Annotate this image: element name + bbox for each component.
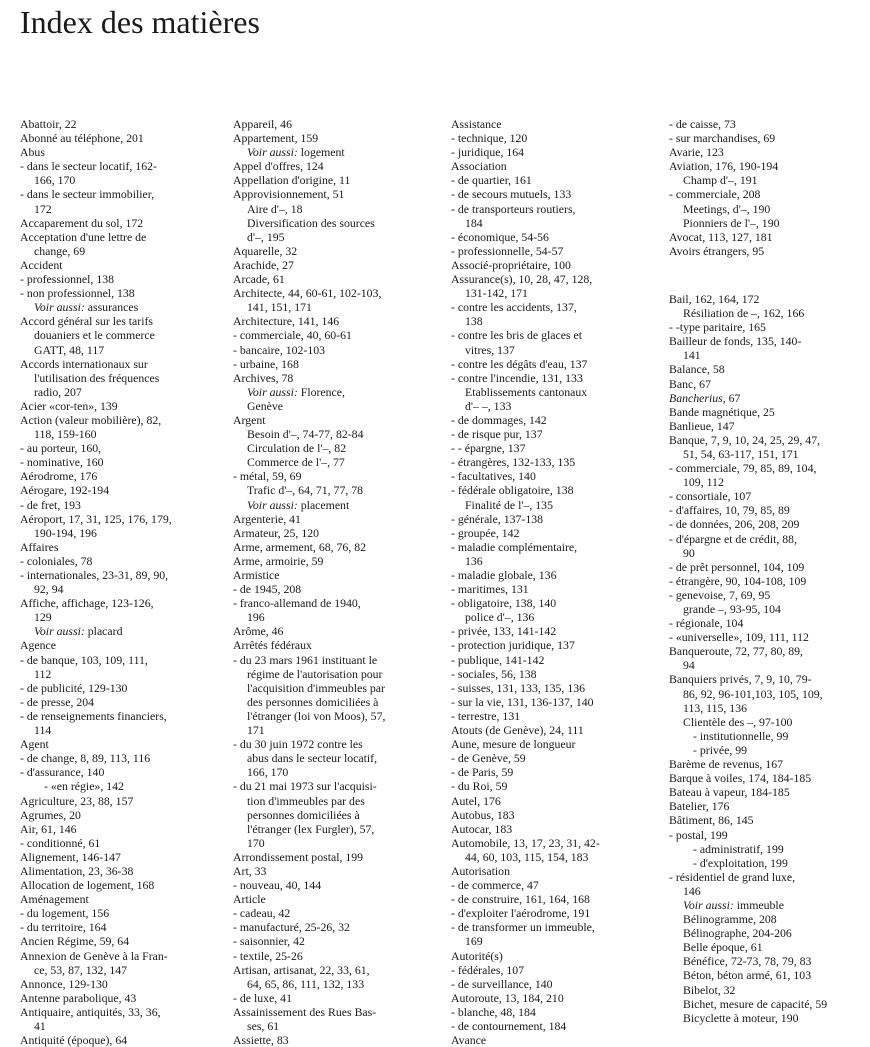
index-entry: Trafic d'–, 64, 71, 77, 78 — [247, 483, 364, 498]
index-entry: Bande magnétique, 25 — [669, 404, 775, 419]
index-entry: l'étranger (lex Furgler), 57, — [247, 821, 375, 836]
index-entry: 184 — [465, 215, 483, 230]
index-entry: Accident — [20, 257, 63, 272]
index-column-2 — [233, 117, 433, 1047]
index-entry-text: immeuble — [733, 897, 784, 912]
index-entry: - économique, 54-56 — [451, 229, 549, 244]
index-entry-italic: Voir aussi: — [247, 497, 298, 512]
index-entry: - manufacturé, 25-26, 32 — [233, 920, 350, 935]
index-entry: Bâtiment, 86, 145 — [669, 813, 754, 828]
index-entry: - de prêt personnel, 104, 109 — [669, 559, 805, 574]
index-entry: 94 — [683, 658, 695, 673]
index-entry: - nouveau, 40, 144 — [233, 878, 322, 893]
index-entry: Accaparement du sol, 172 — [20, 215, 144, 230]
index-entry: vitres, 137 — [465, 342, 515, 357]
index-entry: Action (valeur mobilière), 82, — [20, 412, 162, 427]
index-entry: - de 1945, 208 — [233, 582, 302, 597]
index-entry: - contre les accidents, 137, — [451, 300, 577, 315]
index-entry: - de surveillance, 140 — [451, 976, 553, 991]
index-entry: 92, 94 — [34, 582, 64, 597]
index-entry: 146 — [683, 883, 701, 898]
index-entry: - de fret, 193 — [20, 497, 81, 512]
index-entry: Arachide, 27 — [233, 257, 294, 272]
index-entry: 190-194, 196 — [34, 525, 97, 540]
index-entry-text: logement — [297, 145, 345, 160]
index-entry: Assiette, 83 — [233, 1033, 289, 1047]
index-entry: - étrangères, 132-133, 135 — [451, 455, 576, 470]
index-entry: - du 23 mars 1961 instituant le — [233, 652, 378, 667]
index-entry: Champ d'–, 191 — [683, 173, 758, 188]
index-entry: Commerce de l'–, 77 — [247, 455, 345, 470]
index-entry: Architecte, 44, 60-61, 102-103, — [233, 286, 382, 301]
index-entry: GATT, 48, 117 — [34, 342, 105, 357]
index-entry: Bibelot, 32 — [683, 982, 736, 997]
index-entry: Bichet, mesure de capacité, 59 — [683, 996, 828, 1011]
index-entry: - d'épargne et de crédit, 88, — [669, 531, 798, 546]
index-entry: - obligatoire, 138, 140 — [451, 596, 557, 611]
index-entry: Autel, 176 — [451, 793, 501, 808]
index-entry: Bateau à vapeur, 184-185 — [669, 785, 790, 800]
index-entry: - d'exploiter l'aérodrome, 191 — [451, 906, 591, 921]
index-entry: - professionnelle, 54-57 — [451, 243, 564, 258]
index-entry: - publique, 141-142 — [451, 652, 545, 667]
index-entry: Bélinogramme, 208 — [683, 912, 777, 927]
index-entry: Diversification des sources — [247, 215, 375, 230]
index-entry: 113, 115, 136 — [683, 700, 748, 715]
index-entry: Article — [233, 892, 266, 907]
index-entry: Balance, 58 — [669, 362, 725, 377]
index-entry: Autorité(s) — [451, 948, 503, 963]
index-entry: des personnes domiciliées à — [247, 694, 379, 709]
index-entry: Appellation d'origine, 11 — [233, 173, 351, 188]
index-entry: Archives, 78 — [233, 370, 294, 385]
index-entry: - de risque pur, 137 — [451, 427, 543, 442]
index-entry: - terrestre, 131 — [451, 708, 521, 723]
index-entry: - générale, 137-138 — [451, 511, 544, 526]
index-entry: Appartement, 159 — [233, 131, 319, 146]
index-entry: Armistice — [233, 568, 280, 582]
index-entry: - du 30 juin 1972 contre les — [233, 737, 363, 752]
index-entry: Appareil, 46 — [233, 117, 292, 131]
index-entry: Bail, 162, 164, 172 — [669, 291, 760, 306]
index-entry: Arme, armement, 68, 76, 82 — [233, 539, 367, 554]
index-entry: - de Paris, 59 — [451, 765, 514, 780]
index-entry: - du logement, 156 — [20, 906, 110, 921]
page-title: Index des matières — [20, 4, 260, 40]
index-entry: Agence — [20, 638, 57, 653]
index-entry: - fédérales, 107 — [451, 962, 525, 977]
index-entry: grande –, 93-95, 104 — [683, 602, 781, 616]
index-entry: police d'–, 136 — [465, 610, 535, 625]
index-entry: 129 — [34, 610, 52, 625]
index-entry: personnes domiciliées à — [247, 807, 360, 822]
index-entry: - de contournement, 184 — [451, 1019, 567, 1033]
index-entry: - suisses, 131, 133, 135, 136 — [451, 680, 586, 695]
index-entry: - administratif, 199 — [693, 841, 784, 856]
index-entry: Automobile, 13, 17, 23, 31, 42- — [451, 835, 600, 850]
index-entry: Accord général sur les tarifs — [20, 314, 153, 329]
index-entry-italic: Voir aussi: — [34, 624, 85, 639]
index-entry: - coloniales, 78 — [20, 553, 93, 568]
index-entry: Avarie, 123 — [669, 145, 724, 160]
index-entry: Bicyclette à moteur, 190 — [683, 1010, 799, 1025]
index-entry: tion d'immeubles par des — [247, 793, 365, 808]
index-entry: Aire d'–, 18 — [247, 201, 303, 216]
index-entry: - textile, 25-26 — [233, 948, 303, 963]
index-entry: 166, 170 — [34, 173, 76, 188]
index-entry: 166, 170 — [247, 765, 289, 780]
index-entry: - de Genève, 59 — [451, 751, 526, 766]
index-entry: Pionniers de l'–, 190 — [683, 215, 780, 230]
index-entry: Argent — [233, 412, 266, 427]
index-entry: - de quartier, 161 — [451, 173, 532, 188]
index-entry: Banque, 7, 9, 10, 24, 25, 29, 47, — [669, 432, 821, 447]
index-entry: - sur la vie, 131, 136-137, 140 — [451, 694, 594, 709]
index-entry — [233, 498, 433, 512]
index-entry: Approvisionnement, 51 — [233, 187, 345, 202]
index-entry: Associé-propriétaire, 100 — [451, 257, 571, 272]
index-entry: - bancaire, 102-103 — [233, 342, 326, 357]
index-entry: Aune, mesure de longueur — [451, 737, 576, 752]
index-entry: - métal, 59, 69 — [233, 469, 302, 484]
index-entry: - dans le secteur locatif, 162- — [20, 159, 157, 174]
index-entry: Assurance(s), 10, 28, 47, 128, — [451, 272, 593, 287]
index-entry — [233, 145, 433, 159]
index-entry: - d'assurance, 140 — [20, 765, 105, 780]
index-entry: Architecture, 141, 146 — [233, 314, 340, 329]
index-entry: - de dommages, 142 — [451, 412, 547, 427]
index-entry: Affiche, affichage, 123-126, — [20, 596, 154, 611]
index-entry: Barème de revenus, 167 — [669, 757, 783, 772]
index-entry: Assistance — [451, 117, 502, 131]
index-entry: 136 — [465, 553, 483, 568]
index-entry: - conditionné, 61 — [20, 835, 101, 850]
index-entry: Acier «cor-ten», 139 — [20, 398, 118, 413]
index-entry: l'étranger (loi von Moos), 57, — [247, 708, 386, 723]
index-entry: - régionale, 104 — [669, 616, 744, 631]
index-entry: - technique, 120 — [451, 131, 528, 146]
index-entry: 114 — [34, 723, 52, 738]
index-entry: Allocation de logement, 168 — [20, 878, 155, 893]
index-entry-italic: Voir aussi: — [247, 145, 298, 160]
index-entry: Annonce, 129-130 — [20, 976, 108, 991]
index-entry: Agrumes, 20 — [20, 807, 81, 822]
index-entry: d'– –, 133 — [465, 398, 512, 413]
index-entry: - non professionnel, 138 — [20, 286, 135, 301]
index-entry: l'utilisation des fréquences — [34, 370, 160, 385]
index-entry: Affaires — [20, 539, 59, 554]
index-entry: - juridique, 164 — [451, 145, 525, 160]
index-entry: - institutionnelle, 99 — [693, 728, 789, 743]
index-entry: Banc, 67 — [669, 376, 711, 391]
index-entry: Antiquité (époque), 64 — [20, 1033, 128, 1047]
index-entry: Artisan, artisanat, 22, 33, 61, — [233, 962, 370, 977]
index-entry: l'acquisition d'immeubles par — [247, 680, 385, 695]
index-entry: Résiliation de –, 162, 166 — [683, 306, 805, 321]
index-entry: Avoirs étrangers, 95 — [669, 243, 765, 258]
index-entry: Circulation de l'–, 82 — [247, 441, 347, 456]
index-column-3 — [451, 117, 649, 1047]
index-entry: - protection juridique, 137 — [451, 638, 575, 653]
index-entry: Assainissement des Rues Bas- — [233, 1004, 377, 1019]
index-entry: ce, 53, 87, 132, 147 — [34, 962, 128, 977]
index-entry: douaniers et le commerce — [34, 328, 155, 343]
index-entry: - - épargne, 137 — [451, 441, 526, 456]
index-entry: Béton, béton armé, 61, 103 — [683, 968, 812, 983]
index-entry: Bénéfice, 72-73, 78, 79, 83 — [683, 954, 812, 969]
index-entry: Bélinographe, 204-206 — [683, 926, 792, 941]
index-entry: 131-142, 171 — [465, 286, 528, 301]
index-entry: - cadeau, 42 — [233, 906, 291, 921]
index-entry: Finalité de l'–, 135 — [465, 497, 553, 512]
index-entry: - de luxe, 41 — [233, 990, 292, 1005]
index-entry: - d'affaires, 10, 79, 85, 89 — [669, 503, 790, 518]
index-entry: 171 — [247, 723, 265, 738]
index-entry: - de commerce, 47 — [451, 878, 539, 893]
index-entry: - du territoire, 164 — [20, 920, 107, 935]
index-entry: - contre les bris de glaces et — [451, 328, 583, 343]
index-entry: - «universelle», 109, 111, 112 — [669, 630, 809, 645]
index-entry: - de transporteurs routiers, — [451, 201, 576, 216]
index-entry: - franco-allemand de 1940, — [233, 596, 361, 611]
index-entry: 169 — [465, 934, 483, 949]
index-entry: régime de l'autorisation pour — [247, 666, 383, 681]
index-entry: 112 — [34, 666, 52, 681]
index-entry: - maladie globale, 136 — [451, 568, 557, 582]
index-entry: - blanche, 48, 184 — [451, 1004, 536, 1019]
index-entry: ses, 61 — [247, 1019, 280, 1033]
index-entry: Arrondissement postal, 199 — [233, 849, 364, 864]
index-entry: Besoin d'–, 74-77, 82-84 — [247, 427, 364, 442]
index-entry: Arcade, 61 — [233, 272, 285, 287]
index-entry: - fédérale obligatoire, 138 — [451, 483, 574, 498]
index-entry: Abattoir, 22 — [20, 117, 77, 131]
index-entry: Abonné au téléphone, 201 — [20, 131, 144, 146]
index-entry: Association — [451, 159, 507, 174]
index-entry: Air, 61, 146 — [20, 821, 77, 836]
index-entry: 170 — [247, 835, 265, 850]
index-entry: - de presse, 204 — [20, 694, 95, 709]
index-entry: Autorisation — [451, 863, 510, 878]
index-entry: - -type paritaire, 165 — [669, 320, 766, 335]
index-entry: - genevoise, 7, 69, 95 — [669, 587, 771, 602]
index-entry: - de banque, 103, 109, 111, — [20, 652, 148, 667]
index-entry-text: placement — [297, 497, 350, 512]
index-entry: Accords internationaux sur — [20, 356, 148, 371]
index-entry: - résidentiel de grand luxe, — [669, 869, 796, 884]
index-entry: 51, 54, 63-117, 151, 171 — [683, 446, 799, 461]
index-entry — [233, 385, 433, 399]
section-gap — [669, 258, 864, 292]
index-entry: 90 — [683, 545, 695, 560]
index-entry: - consortiale, 107 — [669, 489, 752, 504]
index-entry: - commerciale, 40, 60-61 — [233, 328, 352, 343]
index-entry: Etablissements cantonaux — [465, 384, 588, 399]
index-entry: 44, 60, 103, 115, 154, 183 — [465, 849, 589, 864]
index-entry: - internationales, 23-31, 89, 90, — [20, 568, 169, 582]
index-entry: - au porteur, 160, — [20, 441, 102, 456]
index-entry: Barque à voiles, 174, 184-185 — [669, 771, 812, 786]
index-entry: Meetings, d'–, 190 — [683, 201, 771, 216]
index-entry: Armateur, 25, 120 — [233, 525, 320, 540]
index-entry-text: placard — [84, 624, 123, 639]
index-entry: Arôme, 46 — [233, 624, 284, 639]
index-entry: abus dans le secteur locatif, — [247, 751, 378, 766]
index-entry: Arme, armoirie, 59 — [233, 553, 324, 568]
index-entry: Avance — [451, 1033, 487, 1047]
index-entry: - privée, 133, 141-142 — [451, 624, 557, 639]
index-entry: Acceptation d'une lettre de — [20, 229, 147, 244]
index-entry: Aménagement — [20, 892, 89, 907]
index-entry: - de caisse, 73 — [669, 117, 736, 131]
index-entry-italic: Voir aussi: — [34, 300, 85, 315]
index-entry: 86, 92, 96-101,103, 105, 109, — [683, 686, 823, 701]
index-entry: Aéroport, 17, 31, 125, 176, 179, — [20, 511, 172, 526]
index-entry: Agriculture, 23, 88, 157 — [20, 793, 134, 808]
index-column-1 — [20, 117, 220, 1047]
index-entry: 141 — [683, 348, 701, 363]
index-entry: Clientèle des –, 97-100 — [683, 714, 793, 729]
index-entry: - de change, 8, 89, 113, 116 — [20, 751, 151, 766]
index-entry: - nominative, 160 — [20, 455, 104, 470]
index-entry: change, 69 — [34, 243, 86, 258]
index-entry: Bailleur de fonds, 135, 140- — [669, 334, 802, 349]
index-entry: - urbaine, 168 — [233, 356, 299, 371]
index-entry: - groupée, 142 — [451, 525, 520, 540]
index-entry: Ancien Régime, 59, 64 — [20, 934, 130, 949]
index-entry: Agent — [20, 737, 49, 752]
index-entry-text: 67 — [725, 390, 741, 405]
index-entry: Aquarelle, 32 — [233, 243, 298, 258]
index-entry: Autoroute, 13, 184, 210 — [451, 990, 564, 1005]
index-entry — [20, 300, 220, 314]
index-entry: - professionnel, 138 — [20, 272, 115, 287]
index-entry: - maritimes, 131 — [451, 582, 529, 597]
index-entry: 141, 151, 171 — [247, 300, 312, 315]
index-entry: - du Roi, 59 — [451, 779, 508, 794]
index-entry: - d'exploitation, 199 — [693, 855, 788, 870]
index-entry: - de secours mutuels, 133 — [451, 187, 572, 202]
index-entry: Banqueroute, 72, 77, 80, 89, — [669, 644, 804, 659]
index-entry: Argenterie, 41 — [233, 511, 301, 526]
index-entry: - privée, 99 — [693, 742, 748, 757]
index-entry: - de renseignements financiers, — [20, 708, 167, 723]
index-entry: 196 — [247, 610, 265, 625]
index-entry: Antenne parabolique, 43 — [20, 990, 137, 1005]
index-entry: Art, 33 — [233, 863, 267, 878]
index-entry: Annexion de Genève à la Fran- — [20, 948, 168, 963]
index-entry: radio, 207 — [34, 384, 82, 399]
index-entry: - sur marchandises, 69 — [669, 131, 776, 146]
index-entry: - contre les dégâts d'eau, 137 — [451, 356, 588, 371]
index-entry-text: Florence, — [297, 384, 345, 399]
index-entry: - «en régie», 142 — [44, 779, 124, 794]
index-entry: - de données, 206, 208, 209 — [669, 517, 800, 532]
index-entry: 109, 112 — [683, 475, 724, 490]
index-entry: d'–, 195 — [247, 229, 285, 244]
index-entry: Belle époque, 61 — [683, 940, 763, 955]
index-entry: - de transformer un immeuble, — [451, 920, 595, 935]
index-entry: - de publicité, 129-130 — [20, 680, 128, 695]
index-entry: - contre l'incendie, 131, 133 — [451, 370, 583, 385]
index-entry: Atouts (de Genève), 24, 111 — [451, 723, 584, 738]
index-entry: Aérodrome, 176 — [20, 469, 98, 484]
index-entry: Batelier, 176 — [669, 799, 730, 814]
index-entry: Antiquaire, antiquités, 33, 36, — [20, 1004, 161, 1019]
index-entry — [20, 624, 220, 638]
index-entry: 138 — [465, 314, 483, 329]
index-entry: Abus — [20, 145, 45, 160]
index-entry: - saisonnier, 42 — [233, 934, 305, 949]
index-entry — [669, 391, 864, 405]
index-entry: 118, 159-160 — [34, 427, 97, 442]
index-entry: Genève — [247, 398, 284, 413]
index-entry: Aérogare, 192-194 — [20, 483, 110, 498]
index-entry: - commerciale, 79, 85, 89, 104, — [669, 461, 817, 476]
index-entry: 41 — [34, 1019, 46, 1033]
index-entry: 64, 65, 86, 111, 132, 133 — [247, 976, 365, 991]
index-entry: - du 21 mai 1973 sur l'acquisi- — [233, 779, 377, 794]
index-entry: Appel d'offres, 124 — [233, 159, 324, 174]
index-entry: Alignement, 146-147 — [20, 849, 121, 864]
index-entry — [669, 898, 864, 912]
index-entry: Autobus, 183 — [451, 807, 515, 822]
index-entry: Arrêtés fédéraux — [233, 638, 312, 653]
index-entry: - de construire, 161, 164, 168 — [451, 892, 590, 907]
index-entry: 172 — [34, 201, 52, 216]
index-entry-italic: Bancherius, — [669, 390, 726, 405]
index-entry: - facultatives, 140 — [451, 469, 536, 484]
index-entry: Avocat, 113, 127, 181 — [669, 229, 773, 244]
index-entry: - sociales, 56, 138 — [451, 666, 537, 681]
index-entry: Alimentation, 23, 36-38 — [20, 863, 134, 878]
index-entry: - postal, 199 — [669, 827, 728, 842]
index-entry: - maladie complémentaire, — [451, 539, 578, 554]
index-entry: Banlieue, 147 — [669, 418, 735, 433]
index-entry-italic: Voir aussi: — [683, 897, 734, 912]
index-column-4 — [669, 117, 864, 1025]
index-entry: Banquiers privés, 7, 9, 10, 79- — [669, 672, 812, 687]
index-entry: - étrangère, 90, 104-108, 109 — [669, 573, 807, 588]
index-entry: Autocar, 183 — [451, 821, 513, 836]
index-entry: - dans le secteur immobilier, — [20, 187, 155, 202]
index-entry: - commerciale, 208 — [669, 187, 761, 202]
index-entry-text: assurances — [84, 300, 139, 315]
index-entry: Aviation, 176, 190-194 — [669, 159, 779, 174]
index-entry-italic: Voir aussi: — [247, 384, 298, 399]
